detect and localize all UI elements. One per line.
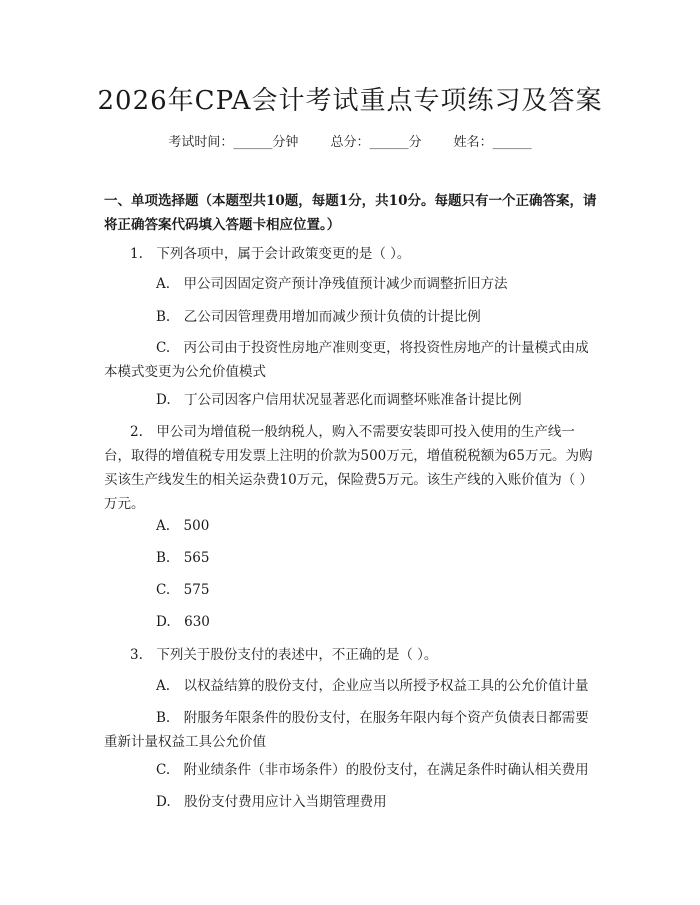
question-2-option-d: D. 630 — [156, 614, 210, 630]
question-1-option-d: D. 丁公司因客户信用状况显著恶化而调整坏账准备计提比例 — [156, 392, 522, 408]
question-1-option-c: C. 丙公司由于投资性房地产准则变更，将投资性房地产的计量模式由成本模式变更为公允价值模式 — [104, 340, 589, 380]
question-1-option-a: A. 甲公司因固定资产预计净残值预计减少而调整折旧方法 — [156, 276, 508, 292]
question-3-stem: 3. 下列关于股份支付的表述中，不正确的是（ ）。 — [130, 647, 438, 663]
question-3-option-b: B. 附服务年限条件的股份支付，在服务年限内每个资产负债表日都需要重新计量权益工具公允价值 — [104, 710, 589, 750]
question-2-option-a: A. 500 — [156, 518, 210, 534]
question-1-option-b: B. 乙公司因管理费用增加而减少预计负债的计提比例 — [156, 309, 481, 325]
question-2-stem: 2. 甲公司为增值税一般纳税人，购入不需要安装即可投入使用的生产线一台，取得的增值税专用发票上注明的价款为500万元，增值税税额为65万元。为购买该生产线发生的相关运杂费10万元，保险费5万元。该生产线的入账价值为（ ）万元。 — [104, 424, 594, 512]
question-3-option-c: C. 附业绩条件（非市场条件）的股份支付，在满足条件时确认相关费用 — [156, 762, 589, 778]
name-field: 姓名：______ — [453, 135, 532, 150]
question-2-option-b: B. 565 — [156, 550, 210, 566]
question-2-option-c: C. 575 — [156, 582, 210, 598]
question-3-option-d: D. 股份支付费用应计入当期管理费用 — [156, 794, 387, 810]
section-heading-single-choice: 一、单项选择题（本题型共10题，每题1分，共10分。每题只有一个正确答案，请将正确答案代码填入答题卡相应位置。） — [104, 193, 597, 233]
question-3-option-a: A. 以权益结算的股份支付，企业应当以所授予权益工具的公允价值计量 — [156, 678, 589, 694]
question-1-stem: 1. 下列各项中，属于会计政策变更的是（ ）。 — [130, 246, 411, 262]
total-score-field: 总分：______分 — [330, 135, 422, 150]
exam-meta — [0, 131, 700, 150]
exam-time-field: 考试时间：______分钟 — [168, 135, 299, 150]
page-title: 2026年CPA会计考试重点专项练习及答案 — [97, 86, 603, 116]
